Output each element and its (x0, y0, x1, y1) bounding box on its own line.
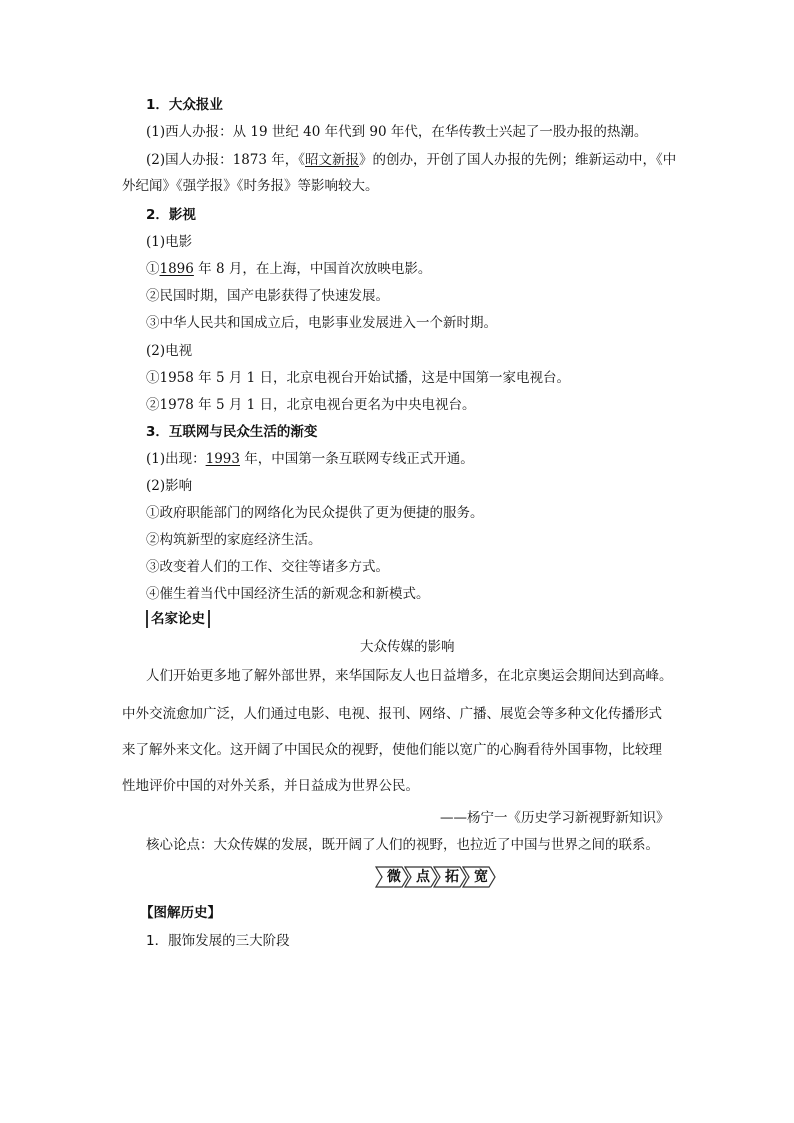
core-point: 核心论点：大众传媒的发展，既开阔了人们的视野，也拉近了中国与世界之间的联系。 (146, 837, 659, 853)
quote-line-3: 来了解外来文化。这开阔了中国民众的视野，使他们能以宽广的心胸看待外国事物，比较理 (122, 742, 662, 758)
impact-item2: ②构筑新型的家庭经济生活。 (146, 532, 322, 548)
underlined-year-1993: 1993 (205, 451, 240, 467)
film-title: (1)电影 (146, 234, 193, 250)
impact-item4: ④催生着当代中国经济生活的新观念和新模式。 (146, 586, 430, 602)
internet-appear: (1)出现：1993 年，中国第一条互联网专线正式开通。 (146, 451, 474, 467)
banner-char-2: 点 (416, 869, 430, 885)
section1-item2-cont: 外纪闻》《强学报》《时务报》等影响较大。 (122, 178, 379, 194)
illustrated-item1: 1．服饰发展的三大阶段 (146, 933, 290, 949)
impact-item3: ③改变着人们的工作、交往等诸多方式。 (146, 559, 389, 575)
section2-title: 2．影视 (146, 207, 196, 223)
impact-title: (2)影响 (146, 478, 193, 494)
tv-item1: ①1958 年 5 月 1 日，北京电视台开始试播，这是中国第一家电视台。 (146, 370, 570, 386)
famous-heading: 大众传媒的影响 (360, 639, 455, 655)
film-item1: ①1896 年 8 月，在上海，中国首次放映电影。 (146, 261, 432, 277)
section1-item2: (2)国人办报：1873 年，《昭文新报》的创办，开创了国人办报的先例；维新运动中，《中 (146, 152, 677, 168)
famous-label: 名家论史 (146, 610, 210, 628)
illustrated-title: 【图解历史】 (140, 905, 221, 921)
film-item3: ③中华人民共和国成立后，电影事业发展进入一个新时期。 (146, 315, 497, 331)
underlined-newspaper: 昭文新报 (305, 152, 360, 168)
quote-line-2: 中外交流愈加广泛，人们通过电影、电视、报刊、网络、广播、展览会等多种文化传播形式 (122, 706, 662, 722)
quote-source: ——杨宁一《历史学习新视野新知识》 (440, 810, 670, 826)
impact-item1: ①政府职能部门的网络化为民众提供了更为便捷的服务。 (146, 505, 484, 521)
tv-item2: ②1978 年 5 月 1 日，北京电视台更名为中央电视台。 (146, 397, 476, 413)
tv-title: (2)电视 (146, 343, 193, 359)
banner-char-3: 拓 (445, 869, 459, 885)
quote-line-4: 性地评价中国的对外关系，并日益成为世界公民。 (122, 778, 419, 794)
banner-char-1: 微 (387, 869, 401, 885)
banner-char-4: 宽 (474, 869, 488, 885)
section1-title: 1．大众报业 (146, 97, 223, 113)
underlined-year-1896: 1896 (159, 261, 194, 277)
section1-item1: (1)西人办报：从 19 世纪 40 年代到 90 年代，在华传教士兴起了一股办报的热潮。 (146, 124, 648, 140)
film-item2: ②民国时期，国产电影获得了快速发展。 (146, 288, 389, 304)
quote-line-1: 人们开始更多地了解外部世界，来华国际友人也日益增多，在北京奥运会期间达到高峰。 (146, 668, 673, 684)
section3-title: 3．互联网与民众生活的渐变 (146, 424, 318, 440)
